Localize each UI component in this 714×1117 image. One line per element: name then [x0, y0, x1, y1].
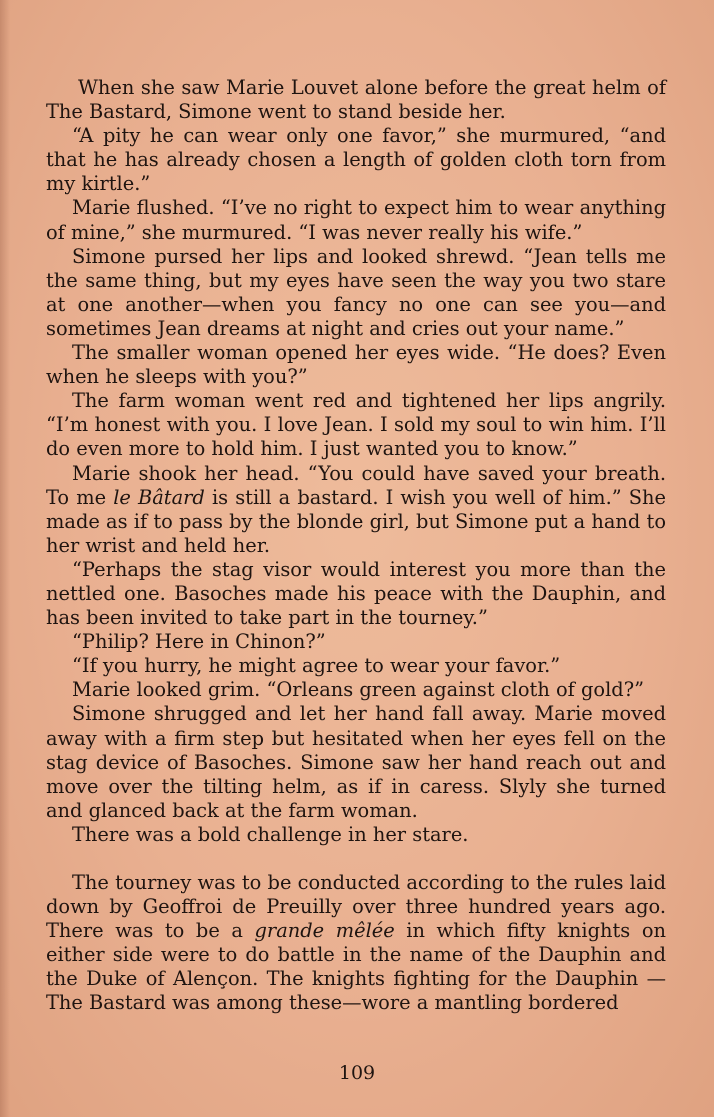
- paragraph: [46, 871, 666, 1016]
- paragraph: [46, 558, 666, 630]
- page-number: 109: [338, 1062, 376, 1084]
- paragraph: [46, 654, 666, 678]
- paragraph: [46, 823, 666, 847]
- text-run: “Perhaps the stag visor would interest you more than the nettled one. Basoches made his peace with the Dauphin, and has been invited to take part in the tourney.”: [46, 557, 666, 630]
- text-run: Marie looked grim. “Orleans green against cloth of gold?”: [72, 678, 645, 702]
- paragraph: [46, 389, 666, 461]
- section-break: [46, 847, 666, 871]
- text-run: The farm woman went red and tightened her lips angrily. “I’m honest with you. I love Jean. I sold my soul to win him. I’ll do even more to hold him. I just wanted you to know.”: [46, 389, 666, 461]
- page-crease-shadow: [0, 0, 10, 1117]
- body-text: [46, 76, 666, 1016]
- text-run: Simone shrugged and let her hand fall away. Marie moved away with a firm step but hesitated when her eyes fell on the stag device of Basoches. Simone saw her hand reach out and move over the tilting helm, as if in caress. Slyly she turned and glanced back at the farm woman.: [46, 702, 666, 822]
- paragraph: [46, 462, 666, 558]
- paragraph: [46, 245, 666, 341]
- text-run: “Philip? Here in Chinon?”: [72, 630, 326, 654]
- italic-text: le Bâtard: [113, 485, 205, 509]
- paragraph: [46, 341, 666, 389]
- paragraph: [46, 76, 666, 124]
- paragraph: [46, 630, 666, 654]
- text-run: The tourney was to be conducted according to the rules laid down by Geoffroi de Preuilly over three hundred years ago. There was to be a: [46, 871, 666, 943]
- text-run: When she saw Marie Louvet alone before the great helm of The Bastard, Simone went to stand beside her.: [46, 76, 666, 124]
- text-run: Simone pursed her lips and looked shrewd. “Jean tells me the same thing, but my eyes have seen the way you two stare at one another—when you fancy no one can see you—and sometimes Jean dreams at night and cries out your name.”: [46, 244, 666, 340]
- text-run: “If you hurry, he might agree to wear your favor.”: [72, 654, 561, 678]
- text-run: Marie shook her head. “You could have saved your breath. To me: [46, 461, 666, 509]
- paragraph: [46, 196, 666, 244]
- italic-text: grande mêlée: [254, 919, 395, 943]
- paragraph: [46, 702, 666, 822]
- paragraph: [46, 678, 666, 702]
- text-run: is still a bastard. I wish you well of him.” She made as if to pass by the blonde girl, but Simone put a hand to her wrist and held her.: [46, 485, 667, 557]
- text-run: in which fifty knights on either side were to do battle in the name of the Dauphin and the Duke of Alençon. The knights fighting for the Dauphin —The Bastard was among these—wore a mantling bordered: [46, 919, 666, 1015]
- paragraph: [46, 124, 666, 196]
- text-run: The smaller woman opened her eyes wide. “He does? Even when he sleeps with you?”: [46, 341, 666, 389]
- text-run: “A pity he can wear only one favor,” she murmured, “and that he has already chosen a length of golden cloth torn from my kirtle.”: [46, 124, 666, 196]
- text-run: There was a bold challenge in her stare.: [72, 822, 469, 846]
- text-run: Marie flushed. “I’ve no right to expect him to wear anything of mine,” she murmured. “I was never really his wife.”: [46, 196, 666, 244]
